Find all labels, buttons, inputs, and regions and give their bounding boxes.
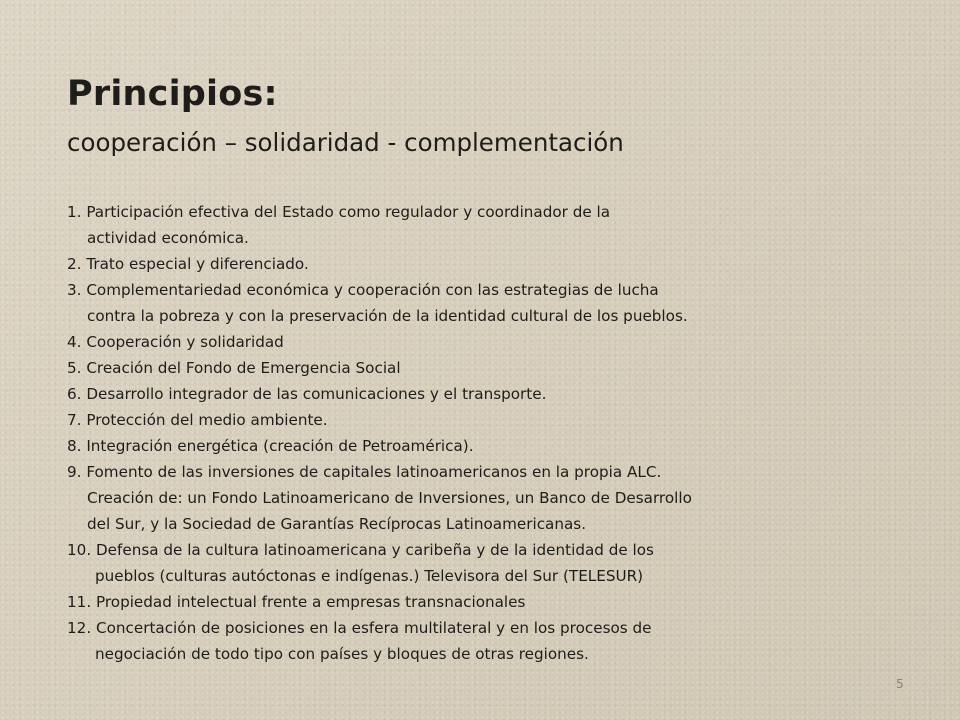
list-item-continuation: del Sur, y la Sociedad de Garantías Recíprocas Latinoamericanas. xyxy=(87,515,587,533)
list-item: 9. Fomento de las inversiones de capitales latinoamericanos en la propia ALC. xyxy=(67,463,662,481)
list-item: 11. Propiedad intelectual frente a empresas transnacionales xyxy=(67,593,526,611)
list-item: 7. Protección del medio ambiente. xyxy=(67,411,328,429)
list-item-continuation: Creación de: un Fondo Latinoamericano de Inversiones, un Banco de Desarrollo xyxy=(87,489,692,507)
list-item: 1. Participación efectiva del Estado como regulador y coordinador de la xyxy=(67,203,611,221)
list-item-continuation: negociación de todo tipo con países y bloques de otras regiones. xyxy=(95,645,589,663)
list-item: 5. Creación del Fondo de Emergencia Social xyxy=(67,359,401,377)
list-item-continuation: pueblos (culturas autóctonas e indígenas.) Televisora del Sur (TELESUR) xyxy=(95,567,644,585)
list-item: 6. Desarrollo integrador de las comunicaciones y el transporte. xyxy=(67,385,547,403)
list-item: 8. Integración energética (creación de Petroamérica). xyxy=(67,437,474,455)
list-item: 12. Concertación de posiciones en la esfera multilateral y en los procesos de xyxy=(67,619,652,637)
list-item: 4. Cooperación y solidaridad xyxy=(67,333,284,351)
slide-subtitle: cooperación – solidaridad - complementación xyxy=(67,128,624,157)
list-item-continuation: contra la pobreza y con la preservación de la identidad cultural de los pueblos. xyxy=(87,307,688,325)
slide-title: Principios: xyxy=(67,74,278,114)
list-item: 3. Complementariedad económica y cooperación con las estrategias de lucha xyxy=(67,281,659,299)
page-number: 5 xyxy=(896,677,904,691)
list-item-continuation: actividad económica. xyxy=(87,229,249,247)
list-item: 2. Trato especial y diferenciado. xyxy=(67,255,309,273)
list-item: 10. Defensa de la cultura latinoamericana y caribeña y de la identidad de los xyxy=(67,541,654,559)
